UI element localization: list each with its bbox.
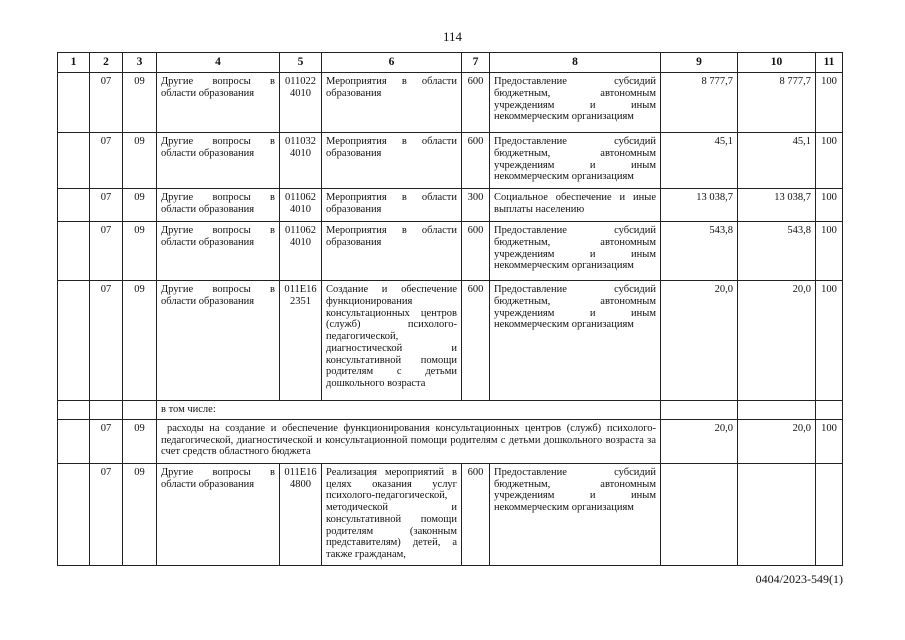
col-header-5: 5 (280, 53, 322, 73)
table-row (58, 222, 843, 281)
col-header-6: 6 (322, 53, 462, 73)
cell-expense-name: Предоставление субсидий бюджетным, автономным учреждениям и иным некоммерческим организациям (490, 73, 661, 133)
cell-subsection: 09 (123, 222, 157, 281)
cell-empty (661, 401, 738, 420)
cell-subsection: 09 (123, 463, 157, 565)
cell-section: 07 (90, 419, 123, 463)
note-description: расходы на создание и обеспечение функционирования консультационных центров (служб) психолого-педагогической, диагностической и консультационной помощи родителям с детьми дошкольного возраста за счет средств областного бюджета (157, 419, 661, 463)
table-row (58, 189, 843, 222)
cell-section-name: Другие вопросы в области образования (157, 73, 280, 133)
cell-target-name: Реализация мероприятий в целях оказания услуг психолого-педагогической, методической и консультативной помощи родителям (законным представителям) детей, а также гражданам, (322, 463, 462, 565)
cell-section: 07 (90, 73, 123, 133)
cell-empty (58, 133, 90, 189)
cell-empty (58, 222, 90, 281)
col-header-8: 8 (490, 53, 661, 73)
code-part-2: 4010 (290, 236, 311, 248)
code-part-2: 4010 (290, 203, 311, 215)
cell-percent: 100 (816, 189, 843, 222)
col-header-11: 11 (816, 53, 843, 73)
cell-expense-type: 600 (462, 463, 490, 565)
header-row (58, 53, 843, 73)
cell-target-name: Мероприятия в области образования (322, 73, 462, 133)
table-row (58, 133, 843, 189)
col-header-4: 4 (157, 53, 280, 73)
cell-percent: 100 (816, 281, 843, 401)
code-part-2: 4010 (290, 87, 311, 99)
table-row (58, 463, 843, 565)
cell-target-code (280, 133, 322, 189)
cell-expense-name: Социальное обеспечение и иные выплаты населению (490, 189, 661, 222)
cell-expense-type: 600 (462, 73, 490, 133)
page-number: 114 (442, 29, 463, 44)
cell-subsection: 09 (123, 189, 157, 222)
cell-expense-name: Предоставление субсидий бюджетным, автономным учреждениям и иным некоммерческим организациям (490, 133, 661, 189)
cell-actual: 20,0 (738, 419, 816, 463)
cell-plan: 45,1 (661, 133, 738, 189)
cell-subsection: 09 (123, 281, 157, 401)
code-part-1: 011022 (284, 76, 317, 87)
cell-section: 07 (90, 133, 123, 189)
code-part-2: 4010 (290, 147, 311, 159)
cell-actual: 8 777,7 (738, 73, 816, 133)
col-header-10: 10 (738, 53, 816, 73)
cell-section-name: Другие вопросы в области образования (157, 222, 280, 281)
cell-section-name: Другие вопросы в области образования (157, 133, 280, 189)
cell-expense-name: Предоставление субсидий бюджетным, автономным учреждениям и иным некоммерческим организациям (490, 463, 661, 565)
cell-target-code (280, 73, 322, 133)
cell-section: 07 (90, 222, 123, 281)
cell-expense-type: 300 (462, 189, 490, 222)
cell-subsection: 09 (123, 133, 157, 189)
cell-expense-type: 600 (462, 222, 490, 281)
cell-empty (58, 401, 90, 420)
cell-section: 07 (90, 463, 123, 565)
cell-expense-name: Предоставление субсидий бюджетным, автономным учреждениям и иным некоммерческим организациям (490, 222, 661, 281)
cell-section: 07 (90, 281, 123, 401)
cell-empty (58, 419, 90, 463)
cell-percent: 100 (816, 222, 843, 281)
cell-section-name: Другие вопросы в области образования (157, 281, 280, 401)
budget-table (57, 52, 843, 566)
table-row (58, 73, 843, 133)
col-header-2: 2 (90, 53, 123, 73)
code-part-1: 011062 (284, 225, 317, 236)
cell-target-name: Мероприятия в области образования (322, 133, 462, 189)
code-part-1: 011E16 (284, 466, 317, 478)
cell-actual: 13 038,7 (738, 189, 816, 222)
cell-empty (738, 401, 816, 420)
cell-empty (58, 463, 90, 565)
cell-empty (661, 463, 738, 565)
cell-empty (58, 73, 90, 133)
col-header-3: 3 (123, 53, 157, 73)
including-row (58, 401, 843, 420)
cell-expense-name: Предоставление субсидий бюджетным, автономным учреждениям и иным некоммерческим организациям (490, 281, 661, 401)
code-part-1: 011062 (284, 192, 317, 203)
cell-percent: 100 (816, 133, 843, 189)
cell-empty (123, 401, 157, 420)
cell-actual: 20,0 (738, 281, 816, 401)
cell-target-name: Мероприятия в области образования (322, 189, 462, 222)
cell-subsection: 09 (123, 419, 157, 463)
cell-empty (90, 401, 123, 420)
code-part-2: 2351 (290, 295, 311, 307)
code-part-2: 4800 (290, 478, 311, 490)
note-row (58, 419, 843, 463)
document-code: 0404/2023-549(1) (755, 572, 843, 586)
cell-plan: 8 777,7 (661, 73, 738, 133)
cell-percent: 100 (816, 73, 843, 133)
cell-section-name: Другие вопросы в области образования (157, 189, 280, 222)
col-header-1: 1 (58, 53, 90, 73)
cell-empty (58, 189, 90, 222)
cell-expense-type: 600 (462, 281, 490, 401)
col-header-7: 7 (462, 53, 490, 73)
cell-actual: 45,1 (738, 133, 816, 189)
cell-plan: 20,0 (661, 419, 738, 463)
code-part-1: 011E16 (284, 284, 317, 295)
including-label: в том числе: (157, 401, 661, 420)
cell-empty (816, 401, 843, 420)
cell-target-code (280, 463, 322, 565)
cell-target-code (280, 281, 322, 401)
cell-plan: 20,0 (661, 281, 738, 401)
cell-subsection: 09 (123, 73, 157, 133)
cell-expense-type: 600 (462, 133, 490, 189)
cell-target-code (280, 222, 322, 281)
cell-target-name: Мероприятия в области образования (322, 222, 462, 281)
cell-empty (58, 281, 90, 401)
cell-actual: 543,8 (738, 222, 816, 281)
table-row (58, 281, 843, 401)
cell-empty (738, 463, 816, 565)
cell-section: 07 (90, 189, 123, 222)
cell-target-code (280, 189, 322, 222)
cell-plan: 543,8 (661, 222, 738, 281)
cell-empty (816, 463, 843, 565)
code-part-1: 011032 (284, 136, 317, 147)
cell-plan: 13 038,7 (661, 189, 738, 222)
col-header-9: 9 (661, 53, 738, 73)
cell-target-name: Создание и обеспечение функционирования консультационных центров (служб) психолого-педагогической, диагностической и консультативной помощи родителям с детьми дошкольного возраста (322, 281, 462, 401)
cell-percent: 100 (816, 419, 843, 463)
cell-section-name: Другие вопросы в области образования (157, 463, 280, 565)
